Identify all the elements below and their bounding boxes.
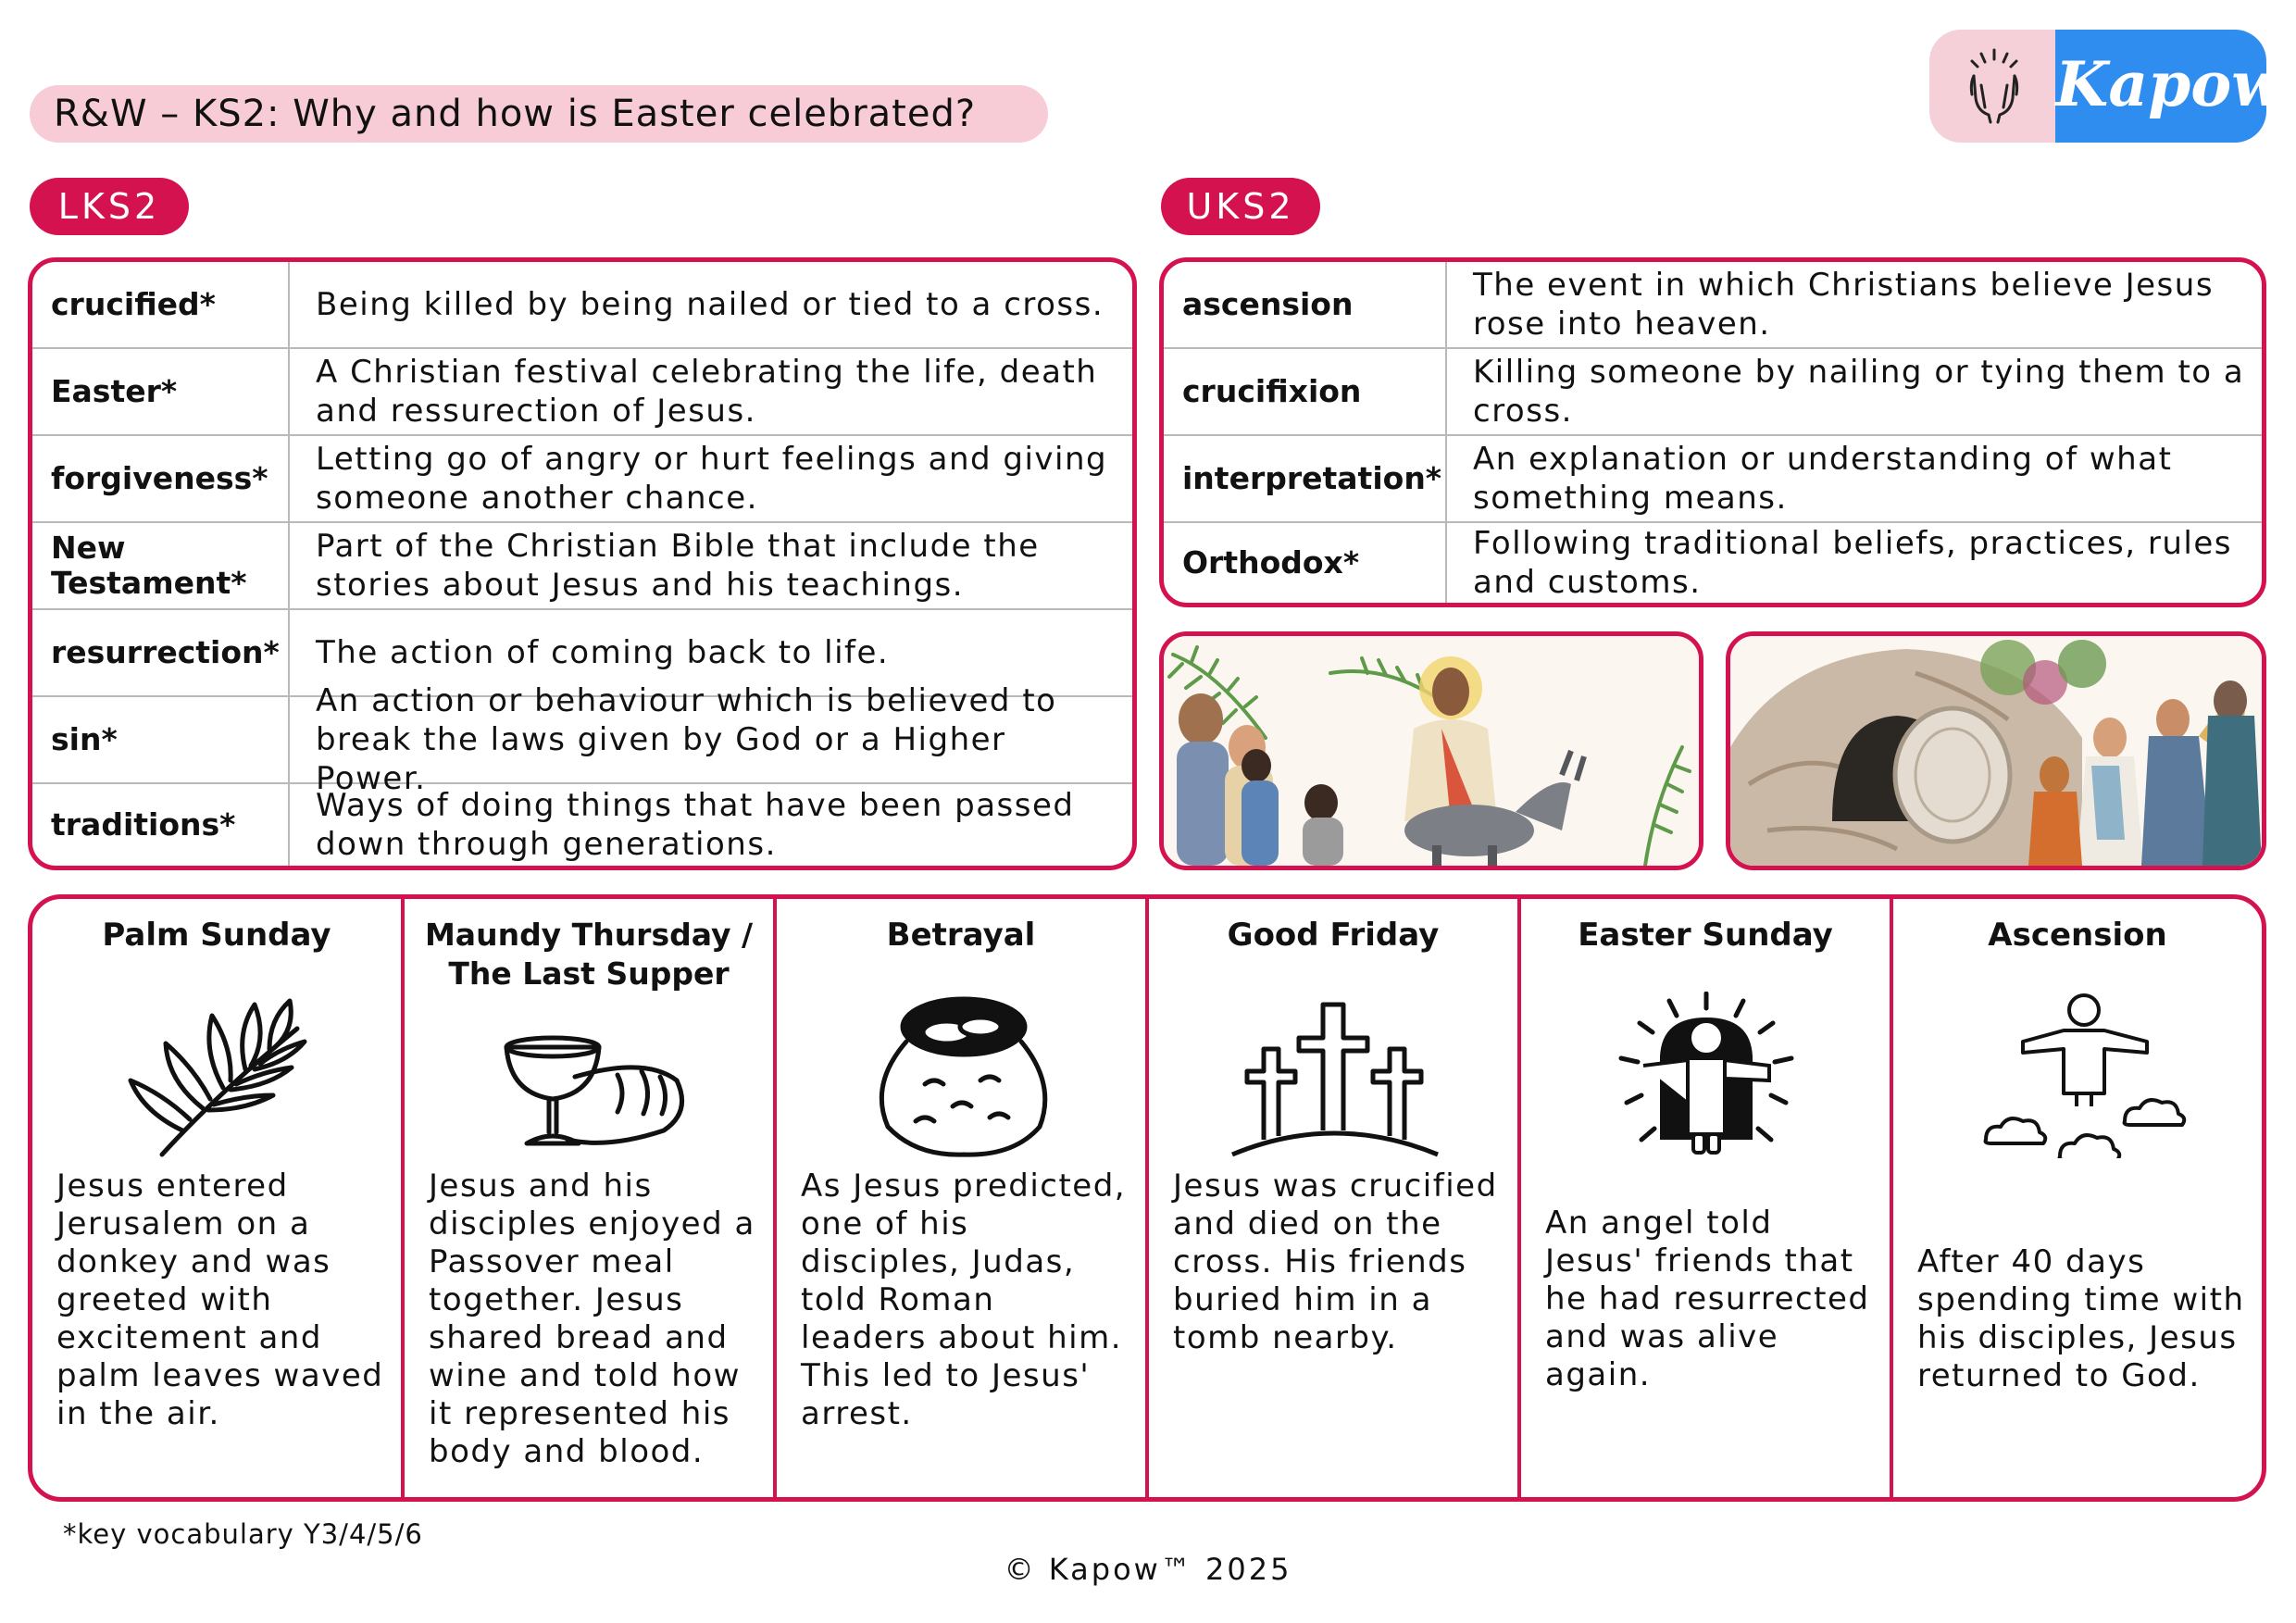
vocab-term: interpretation* — [1164, 436, 1447, 521]
empty-tomb-illustration — [1726, 631, 2266, 870]
event-betrayal — [777, 899, 1149, 1497]
vocab-term: Easter* — [32, 349, 290, 434]
uks2-vocab-table — [1159, 257, 2266, 607]
event-description: An angel told Jesus' friends that he had resurrected and was alive again. — [1545, 1205, 1870, 1393]
event-title: Ascension — [1988, 917, 2167, 954]
vocab-row — [32, 436, 1132, 523]
event-description: As Jesus predicted, one of his disciples, Judas, told Roman leaders about him. This led to Jesus' arrest. — [801, 1167, 1127, 1432]
vocab-definition: An action or behaviour which is believed to break the laws given by God or a Higher Power. — [316, 682, 1057, 797]
vocab-row — [1164, 436, 2262, 523]
vocab-definition: The action of coming back to life. — [316, 634, 890, 671]
vocab-row — [1164, 262, 2262, 349]
money-bag-icon — [851, 992, 1073, 1158]
lks2-label: LKS2 — [30, 178, 189, 235]
logo-text: Kapow — [2055, 48, 2285, 120]
vocab-definition: A Christian festival celebrating the life, death and ressurection of Jesus. — [316, 354, 1098, 430]
vocab-term: traditions* — [32, 784, 290, 866]
event-ascension — [1893, 899, 2262, 1497]
vocab-row — [32, 682, 1132, 797]
risen-jesus-icon — [1595, 992, 1817, 1158]
vocab-term: resurrection* — [32, 610, 290, 695]
palm-sunday-illustration — [1159, 631, 1703, 870]
vocab-term: New Testament* — [32, 523, 290, 608]
event-palm-sunday — [32, 899, 405, 1497]
ascension-icon — [1967, 992, 2190, 1158]
vocab-term: forgiveness* — [32, 436, 290, 521]
event-description: Jesus and his disciples enjoyed a Passover meal together. Jesus shared bread and wine and told how it represented his body and blood. — [429, 1167, 755, 1470]
vocab-definition: Letting go of angry or hurt feelings and giving someone another chance. — [316, 441, 1108, 517]
vocab-definition: The event in which Christians believe Jesus rose into heaven. — [1473, 267, 2215, 343]
easter-events-timeline — [28, 894, 2266, 1502]
footnote: *key vocabulary Y3/4/5/6 — [63, 1518, 423, 1550]
event-description: Jesus was crucified and died on the cross. His friends buried him in a tomb nearby. — [1173, 1167, 1498, 1356]
vocab-definition: An explanation or understanding of what something means. — [1473, 441, 2173, 517]
vocab-row — [1164, 349, 2262, 436]
vocab-definition: Part of the Christian Bible that include the stories about Jesus and his teachings. — [316, 528, 1040, 604]
vocab-row — [32, 523, 1132, 610]
vocab-definition: Being killed by being nailed or tied to a cross. — [316, 286, 1104, 323]
event-title: Good Friday — [1227, 917, 1440, 954]
vocab-term: sin* — [32, 697, 290, 782]
event-title: Maundy Thursday / The Last Supper — [424, 917, 754, 992]
vocab-row — [32, 784, 1132, 866]
vocab-term: crucifixion — [1164, 349, 1447, 434]
uks2-label: UKS2 — [1161, 178, 1320, 235]
vocab-definition: Ways of doing things that have been passed down through generations. — [316, 787, 1075, 863]
event-description: Jesus entered Jerusalem on a donkey and was greeted with excitement and palm leaves waved in the air. — [56, 1167, 384, 1432]
chalice-bread-icon — [479, 992, 701, 1158]
event-title: Palm Sunday — [102, 917, 331, 954]
vocab-definition: Killing someone by nailing or tying them to a cross. — [1473, 354, 2245, 430]
event-description: After 40 days spending time with his disciples, Jesus returned to God. — [1917, 1243, 2245, 1394]
vocab-term: ascension — [1164, 262, 1447, 347]
vocab-row — [1164, 523, 2262, 603]
vocab-row — [32, 349, 1132, 436]
vocab-term: crucified* — [32, 262, 290, 347]
three-crosses-icon — [1223, 992, 1445, 1158]
event-good-friday — [1149, 899, 1521, 1497]
event-title: Betrayal — [886, 917, 1036, 954]
vocab-definition: Following traditional beliefs, practices, rules and customs. — [1473, 525, 2232, 601]
palm-leaf-icon — [106, 992, 329, 1158]
page-title: R&W – KS2: Why and how is Easter celebrated? — [30, 85, 1048, 143]
event-easter-sunday — [1521, 899, 1893, 1497]
event-title: Easter Sunday — [1578, 917, 1833, 954]
vocab-row — [32, 262, 1132, 349]
event-maundy-thursday — [405, 899, 777, 1497]
copyright: © Kapow™ 2025 — [1004, 1552, 1292, 1587]
lks2-vocab-table — [28, 257, 1137, 870]
praying-hands-icon — [1929, 30, 2059, 143]
vocab-term: Orthodox* — [1164, 523, 1447, 603]
kapow-logo — [1929, 30, 2285, 143]
